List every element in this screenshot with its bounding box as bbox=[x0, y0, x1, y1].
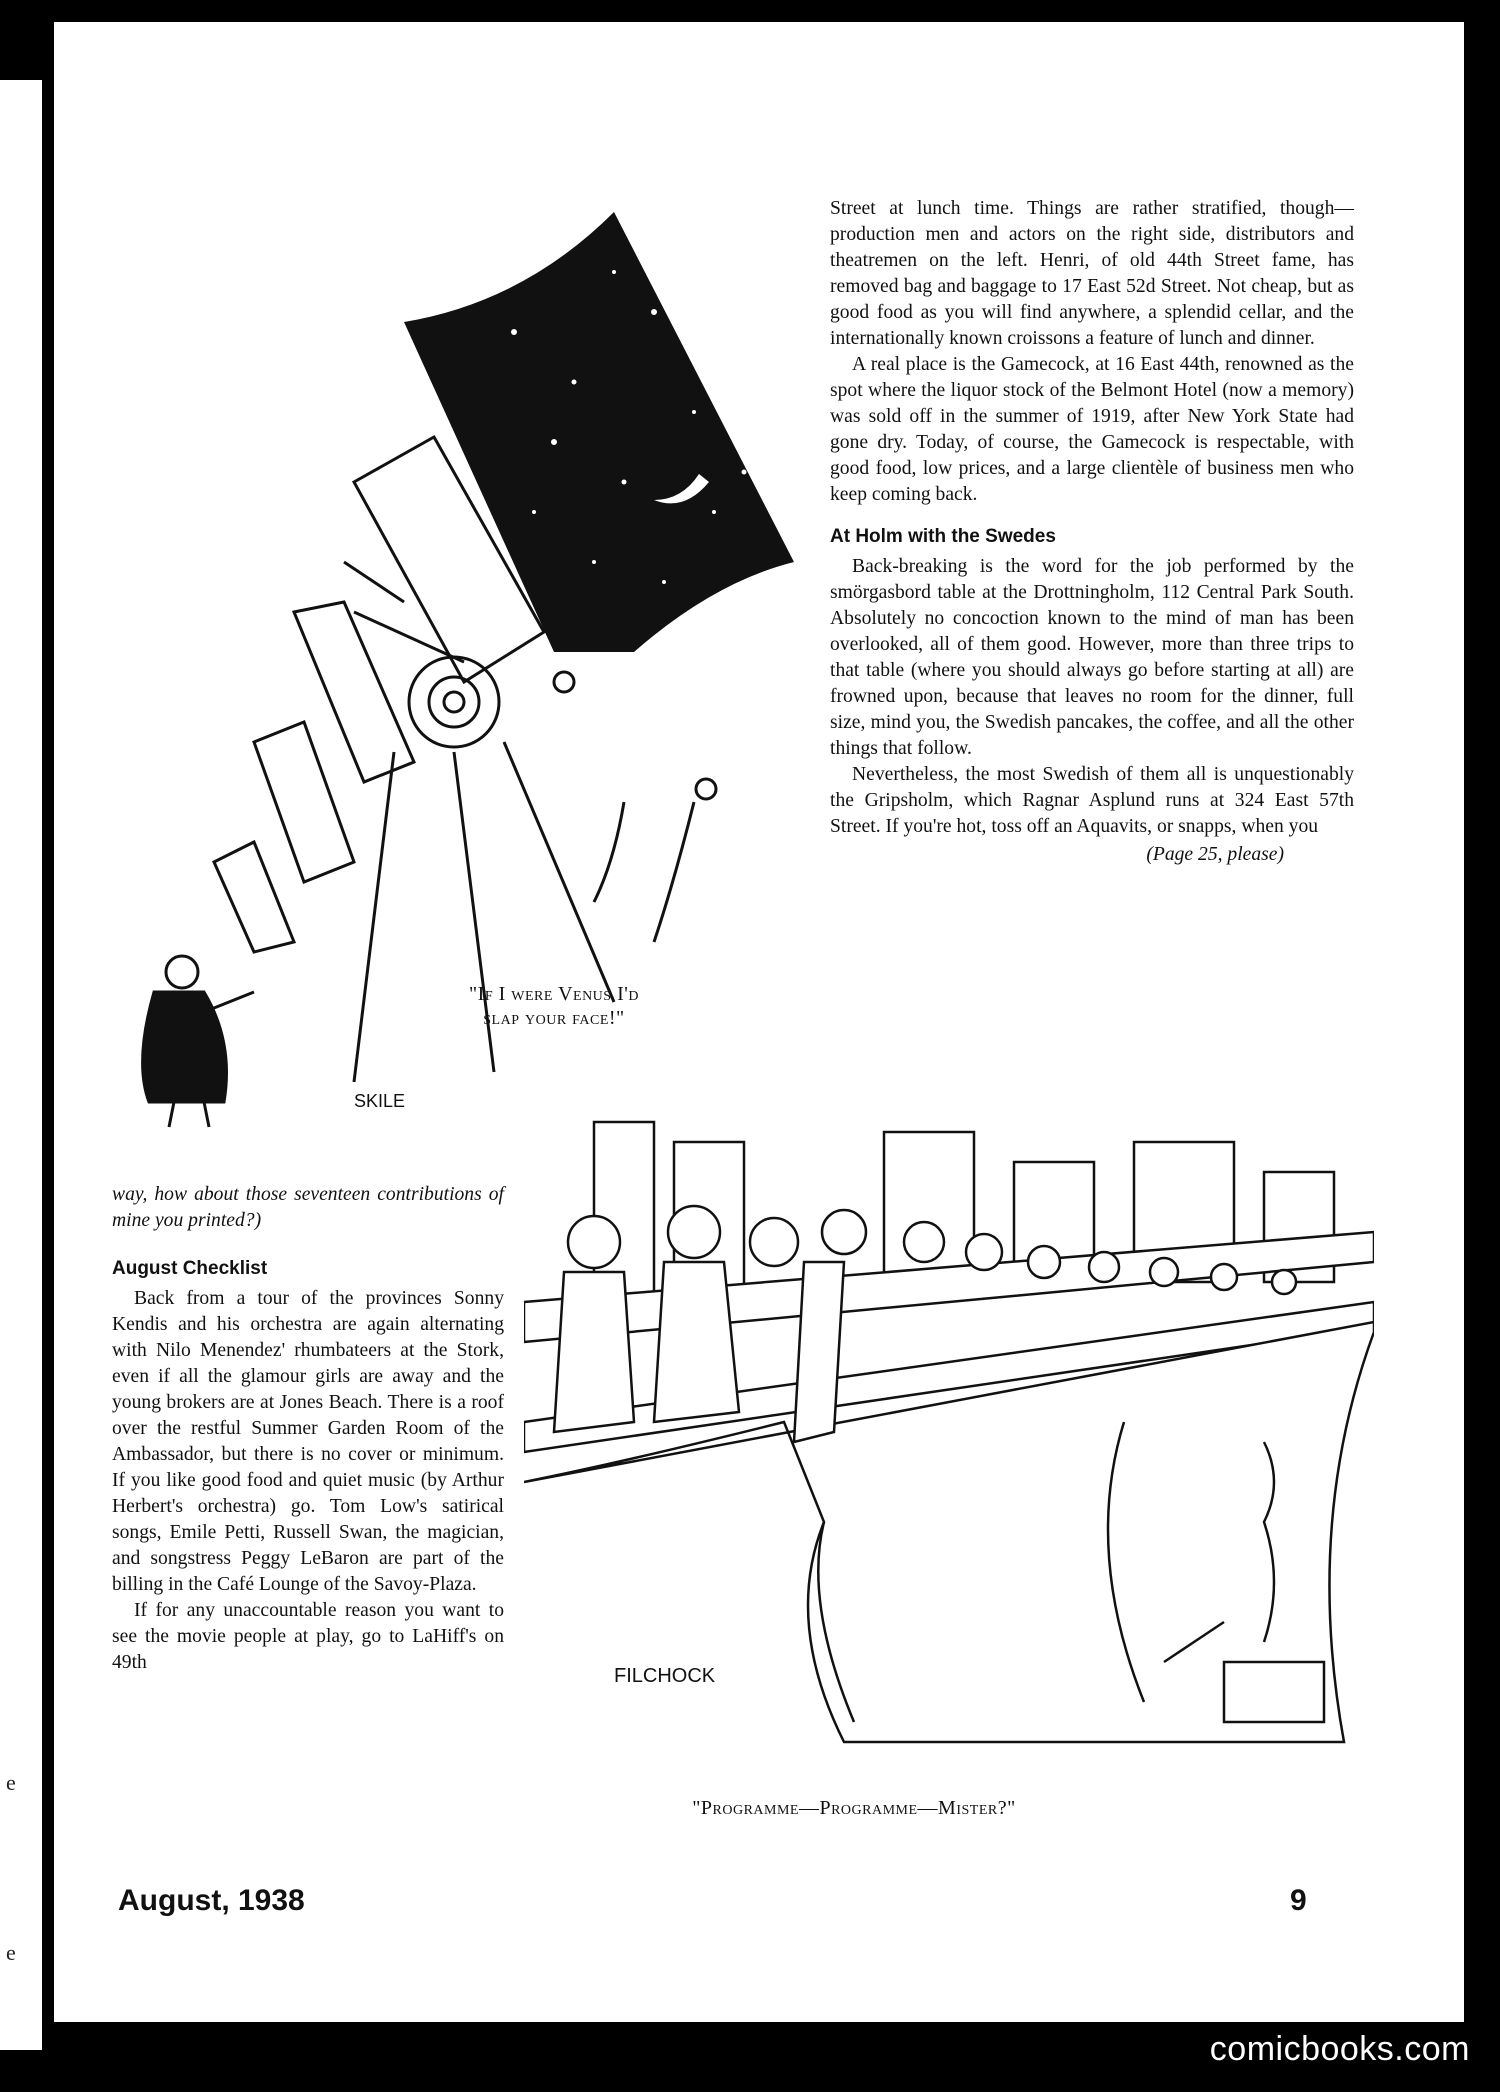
caption-line: slap your face!" bbox=[483, 1007, 625, 1029]
article-paragraph: Street at lunch time. Things are rather stratified, though—production men and actors on the right side, distributors and theatremen on the left. Henri, of old 44th Street fame, has removed bag and baggage to 17 East 52d Street. Not cheap, but as good food as you will find anywhere, a splendid cellar, and the internationally known croissons a feature of lunch and dinner. bbox=[830, 198, 1354, 349]
crowd-caption: "Programme—Programme—Mister?" bbox=[692, 1797, 1016, 1819]
article-left-column bbox=[112, 1182, 504, 1676]
section-heading: At Holm with the Swedes bbox=[830, 526, 1056, 547]
caption-line: "If I were Venus I'd bbox=[469, 983, 639, 1005]
article-paragraph: If for any unaccountable reason you want to see the movie people at play, go to LaHiff's on 49th bbox=[112, 1600, 504, 1673]
article-paragraph: Nevertheless, the most Swedish of them all is unquestionably the Gripsholm, which Ragnar Asplund runs at 324 East 57th Street. If you're hot, toss off an Aquavits, or snapps, when you bbox=[830, 764, 1354, 837]
article-paragraph: Back-breaking is the word for the job performed by the smörgasbord table at the Drottningholm, 112 Central Park South. Absolutely no concoction known to the mind of man has been overlooked, all of them good. However, more than three trips to that table (where you should always go before starting at all) are frowned upon, because that leaves no room for the dinner, full size, mind you, the Swedish pancakes, the coffee, and all the other things that follow. bbox=[830, 556, 1354, 759]
article-lead: way, how about those seventeen contributions of mine you printed?) bbox=[112, 1184, 504, 1231]
page-number: 9 bbox=[1290, 1884, 1307, 1917]
article-right-column bbox=[830, 196, 1354, 868]
cartoonist-signature: SKILE bbox=[354, 1091, 406, 1111]
magazine-page bbox=[54, 22, 1464, 2022]
section-heading: August Checklist bbox=[112, 1258, 268, 1279]
issue-date: August, 1938 bbox=[118, 1884, 305, 1917]
edge-fragment: e bbox=[6, 1770, 16, 1795]
watermark: comicbooks.com bbox=[1209, 2030, 1470, 2068]
continued-note: (Page 25, please) bbox=[1146, 844, 1284, 865]
crowd-cliff-cartoon bbox=[524, 1102, 1374, 1822]
telescope-caption bbox=[444, 982, 664, 1030]
article-paragraph: A real place is the Gamecock, at 16 East 44th, renowned as the spot where the liquor stock of the Belmont Hotel (now a memory) was sold off in the summer of 1919, after New York State had gone dry. Today, of course, the Gamecock is respectable, with good food, low prices, and a large clientèle of business men who keep coming back. bbox=[830, 354, 1354, 505]
cartoonist-signature: FILCHOCK bbox=[614, 1665, 716, 1687]
article-paragraph: Back from a tour of the provinces Sonny Kendis and his orchestra are again alternating with Nilo Menendez' rhumbateers at the Stork, even if all the glamour girls are away and the young brokers are at Jones Beach. There is a roof over the restful Summer Garden Room of the Ambassador, but there is no cover or minimum. If you like good food and quiet music (by Arthur Herbert's orchestra) go. Tom Low's satirical songs, Emile Petti, Russell Swan, the magician, and songstress Peggy LeBaron are part of the billing in the Café Lounge of the Savoy-Plaza. bbox=[112, 1288, 504, 1595]
previous-page-edge bbox=[0, 80, 42, 2050]
edge-fragment: e bbox=[6, 1940, 16, 1965]
